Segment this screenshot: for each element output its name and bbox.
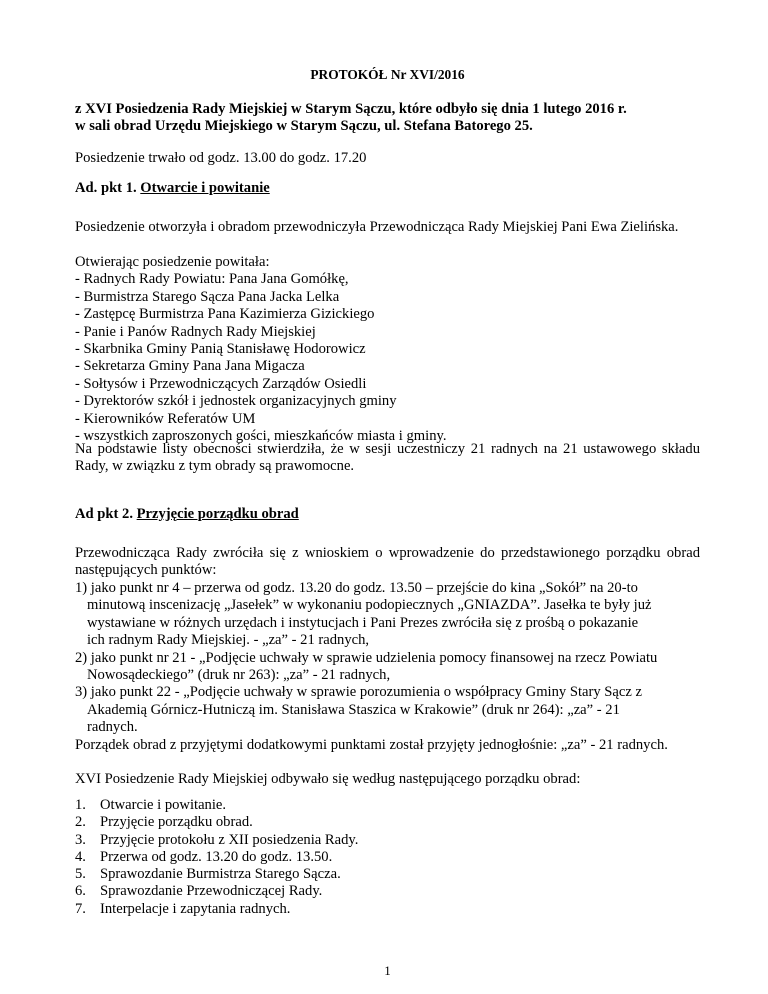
amendment-item: 1) jako punkt nr 4 – przerwa od godz. 13.20 do godz. 13.50 – przejście do kina „Sokół” na 20-to <box>75 580 638 596</box>
list-item-text: Sprawozdanie Przewodniczącej Rady. <box>100 883 323 900</box>
list-item-text: Przyjęcie protokołu z XII posiedzenia Rady. <box>100 831 359 848</box>
agenda-intro: XVI Posiedzenie Rady Miejskiej odbywało się według następującego porządku obrad: <box>75 771 581 787</box>
amendment-item: 2) jako punkt nr 21 - „Podjęcie uchwały w sprawie udzielenia pomocy finansowej na rzecz Powiatu <box>75 649 658 666</box>
session-heading-line: z XVI Posiedzenia Rady Miejskiej w Starym Sączu, które odbyło się dnia 1 lutego 2016 r. <box>75 101 627 117</box>
amendment-item: 3) jako punkt 22 - „Podjęcie uchwały w sprawie porozumienia o współpracy Gminy Stary Sącz z <box>75 684 642 701</box>
list-item <box>75 883 358 900</box>
amendment-list <box>75 580 700 737</box>
section-1-prefix: Ad. pkt 1. <box>75 180 141 196</box>
list-item: - Sołtysów i Przewodniczących Zarządów Osiedli <box>75 375 367 392</box>
session-duration: Posiedzenie trwało od godz. 13.00 do godz. 17.20 <box>75 150 367 166</box>
session-heading-line: w sali obrad Urzędu Miejskiego w Starym Sączu, ul. Stefana Batorego 25. <box>75 118 533 135</box>
list-item <box>75 901 358 918</box>
list-item: - Burmistrza Starego Sącza Pana Jacka Lelka <box>75 288 340 305</box>
list-item: - Zastępcę Burmistrza Pana Kazimierza Gizickiego <box>75 306 375 323</box>
list-item-number: 7. <box>75 900 86 917</box>
greeting-list <box>75 254 700 445</box>
session-heading <box>75 101 700 136</box>
section-2-heading <box>75 506 299 523</box>
section-2-intro: Przewodnicząca Rady zwróciła się z wnioskiem o wprowadzenie do przedstawionego porządku obrad następujących punktów: <box>75 545 700 579</box>
list-item-number: 3. <box>75 831 86 848</box>
section-2-title: Przyjęcie porządku obrad <box>136 506 299 522</box>
list-item: - Radnych Rady Powiatu: Pana Jana Gomółkę, <box>75 271 349 288</box>
list-item <box>75 849 358 866</box>
list-item <box>75 814 358 831</box>
list-item-number: 4. <box>75 848 86 865</box>
list-item: - Sekretarza Gminy Pana Jana Migacza <box>75 358 305 375</box>
list-item-number: 5. <box>75 866 86 883</box>
quorum-statement: Na podstawie listy obecności stwierdziła, że w sesji uczestniczy 21 radnych na 21 ustawowego składu Rady, w związku z tym obrady są prawomocne. <box>75 441 700 475</box>
page-number: 1 <box>384 963 391 978</box>
section-1-intro: Posiedzenie otworzyła i obradom przewodniczyła Przewodnicząca Rady Miejskiej Pani Ewa Zielińska. <box>75 219 679 235</box>
amendment-continuation: Akademią Górnicz-Hutniczą im. Stanisława Staszica w Krakowie” (druk nr 264): „za” - 21 <box>87 701 620 718</box>
amendment-continuation: ich radnym Rady Miejskiej. - „za” - 21 radnych, <box>87 632 370 649</box>
list-item <box>75 832 358 849</box>
section-1-heading <box>75 180 270 197</box>
list-item-text: Sprawozdanie Burmistrza Starego Sącza. <box>100 866 341 883</box>
section-2-prefix: Ad pkt 2. <box>75 506 137 522</box>
list-item <box>75 866 358 883</box>
amendment-continuation: radnych. <box>87 719 138 736</box>
section-1-title: Otwarcie i powitanie <box>140 180 270 196</box>
greeting-intro: Otwierając posiedzenie powitała: <box>75 254 270 270</box>
document-title: PROTOKÓŁ Nr XVI/2016 <box>310 67 465 82</box>
list-item: - Skarbnika Gminy Panią Stanisławę Hodorowicz <box>75 341 366 358</box>
list-item-text: Interpelacje i zapytania radnych. <box>100 900 291 917</box>
agenda-list <box>75 797 358 918</box>
amendment-continuation: wystawiane w różnych urzędach i instytucjach i Pani Prezes zwróciła się z prośbą o pokazanie <box>87 614 639 631</box>
list-item-number: 6. <box>75 883 86 900</box>
list-item-number: 2. <box>75 814 86 831</box>
agenda-adopted: Porządek obrad z przyjętymi dodatkowymi punktami został przyjęty jednogłośnie: „za” - 21 radnych. <box>75 737 668 753</box>
list-item: - Dyrektorów szkół i jednostek organizacyjnych gminy <box>75 393 397 410</box>
amendment-continuation: Nowosądeckiego” (druk nr 263): „za” - 21 radnych, <box>87 667 391 684</box>
list-item-number: 1. <box>75 797 86 813</box>
list-item: - Kierowników Referatów UM <box>75 410 256 427</box>
list-item-text: Przerwa od godz. 13.20 do godz. 13.50. <box>100 848 333 865</box>
list-item-text: Otwarcie i powitanie. <box>100 797 227 813</box>
list-item-text: Przyjęcie porządku obrad. <box>100 814 253 831</box>
list-item: - wszystkich zaproszonych gości, mieszkańców miasta i gminy. <box>75 428 447 445</box>
amendment-continuation: minutową inscenizację „Jasełek” w wykonaniu podopiecznych „GNIAZDA”. Jasełka te były już <box>87 597 652 614</box>
list-item: - Panie i Panów Radnych Rady Miejskiej <box>75 323 316 340</box>
list-item <box>75 797 358 814</box>
